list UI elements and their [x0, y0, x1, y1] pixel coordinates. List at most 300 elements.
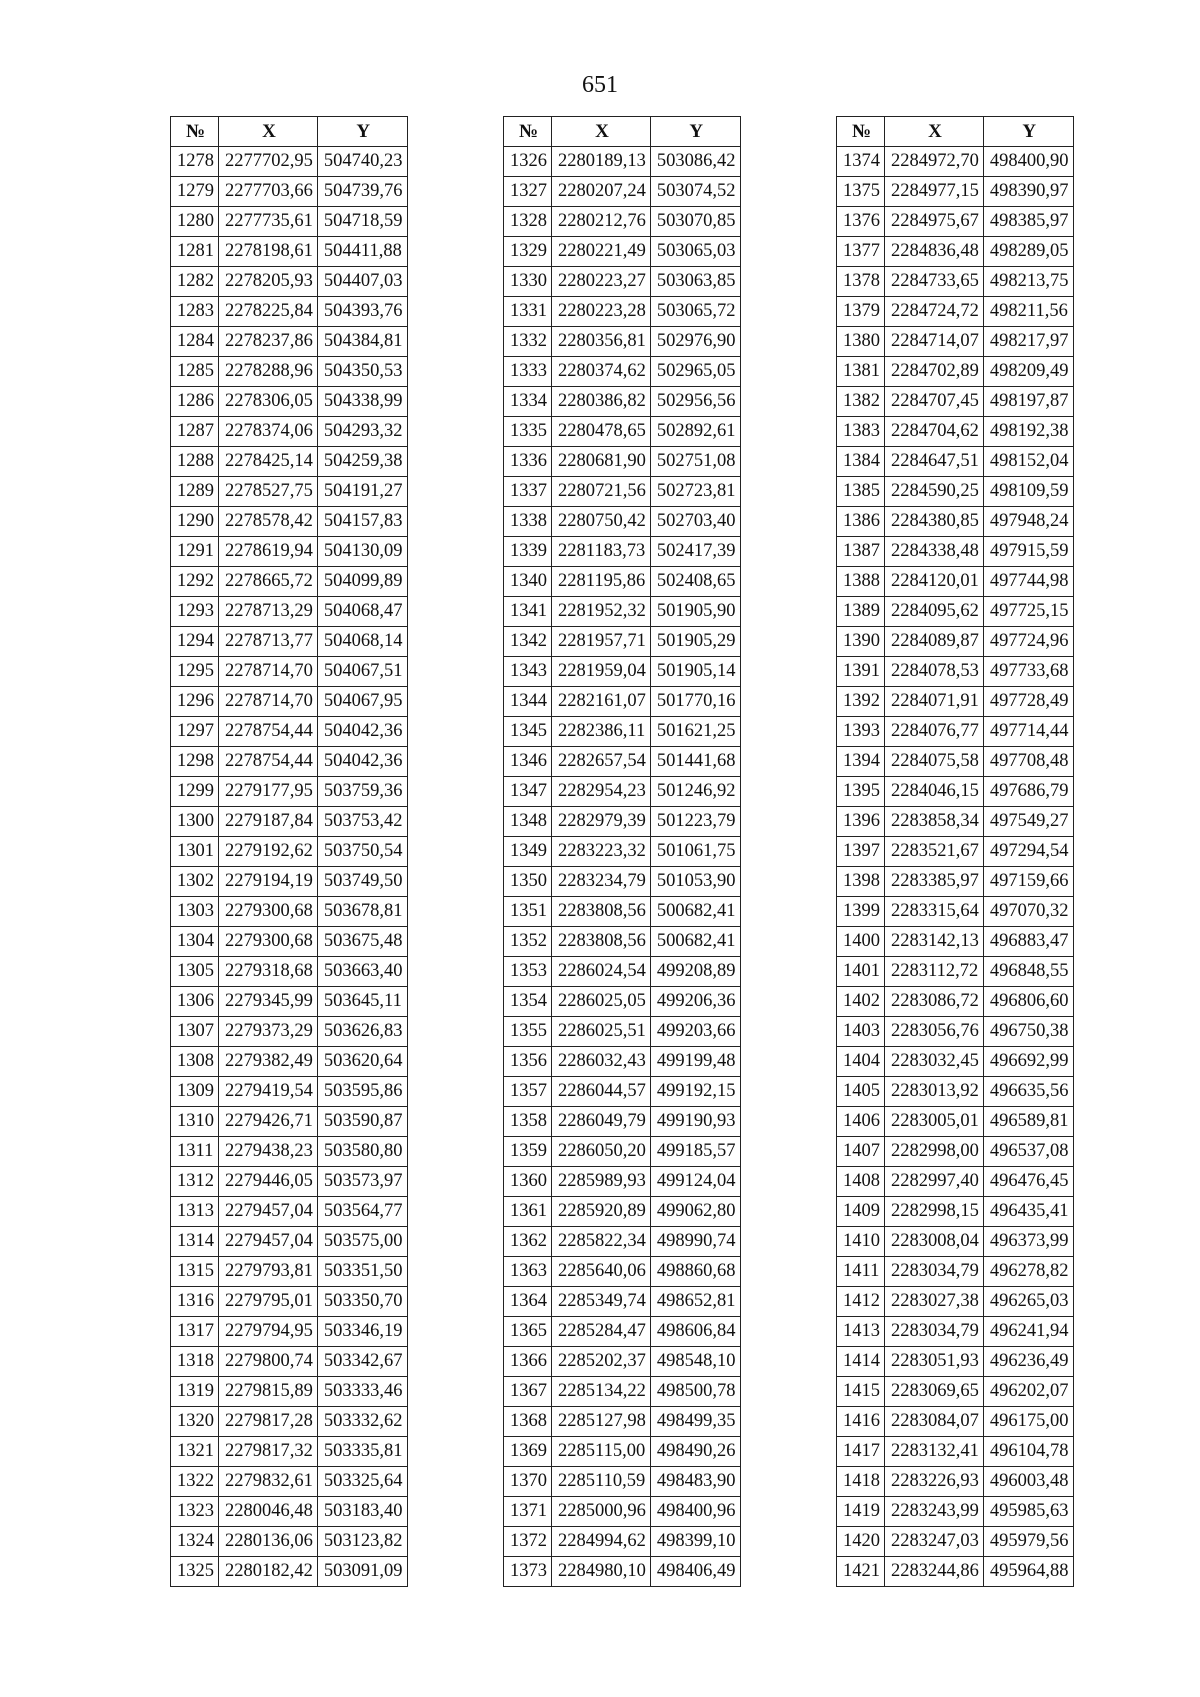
point-number-cell: 1319	[171, 1377, 219, 1407]
point-number-cell: 1335	[504, 417, 552, 447]
y-coordinate-cell: 503065,03	[650, 237, 740, 267]
point-number-cell: 1308	[171, 1047, 219, 1077]
point-number-cell: 1279	[171, 177, 219, 207]
y-coordinate-cell: 501905,90	[650, 597, 740, 627]
x-coordinate-cell: 2283808,56	[552, 897, 651, 927]
x-coordinate-cell: 2280356,81	[552, 327, 651, 357]
y-coordinate-cell: 504068,14	[317, 627, 407, 657]
y-coordinate-cell: 498385,97	[983, 207, 1073, 237]
x-coordinate-cell: 2280182,42	[219, 1557, 318, 1587]
y-coordinate-cell: 498606,84	[650, 1317, 740, 1347]
table-row	[171, 237, 408, 267]
y-coordinate-cell: 504042,36	[317, 717, 407, 747]
point-number-cell: 1363	[504, 1257, 552, 1287]
table-row	[171, 1077, 408, 1107]
x-coordinate-cell: 2279373,29	[219, 1017, 318, 1047]
table-row	[504, 1467, 741, 1497]
table-row	[837, 1047, 1074, 1077]
x-coordinate-cell: 2283226,93	[885, 1467, 984, 1497]
point-number-cell: 1309	[171, 1077, 219, 1107]
point-number-cell: 1395	[837, 777, 885, 807]
point-number-cell: 1310	[171, 1107, 219, 1137]
point-number-cell: 1304	[171, 927, 219, 957]
point-number-cell: 1299	[171, 777, 219, 807]
point-number-cell: 1313	[171, 1197, 219, 1227]
table-row	[171, 1377, 408, 1407]
table-row	[837, 537, 1074, 567]
x-coordinate-cell: 2283244,86	[885, 1557, 984, 1587]
x-coordinate-cell: 2281183,73	[552, 537, 651, 567]
y-coordinate-cell: 496848,55	[983, 957, 1073, 987]
x-coordinate-cell: 2282979,39	[552, 807, 651, 837]
point-number-cell: 1345	[504, 717, 552, 747]
x-coordinate-cell: 2284836,48	[885, 237, 984, 267]
table-row	[171, 777, 408, 807]
y-coordinate-cell: 499192,15	[650, 1077, 740, 1107]
table-row	[171, 837, 408, 867]
x-coordinate-cell: 2279194,19	[219, 867, 318, 897]
point-number-cell: 1347	[504, 777, 552, 807]
point-number-cell: 1402	[837, 987, 885, 1017]
y-coordinate-cell: 503351,50	[317, 1257, 407, 1287]
table-row	[171, 927, 408, 957]
point-number-cell: 1358	[504, 1107, 552, 1137]
x-coordinate-cell: 2278306,05	[219, 387, 318, 417]
x-coordinate-cell: 2284590,25	[885, 477, 984, 507]
y-coordinate-cell: 503575,00	[317, 1227, 407, 1257]
point-number-cell: 1369	[504, 1437, 552, 1467]
point-number-cell: 1367	[504, 1377, 552, 1407]
y-coordinate-cell: 498197,87	[983, 387, 1073, 417]
point-number-cell: 1312	[171, 1167, 219, 1197]
table-row	[171, 207, 408, 237]
y-coordinate-cell: 504718,59	[317, 207, 407, 237]
table-row	[837, 507, 1074, 537]
point-number-cell: 1329	[504, 237, 552, 267]
point-number-cell: 1401	[837, 957, 885, 987]
y-coordinate-cell: 497728,49	[983, 687, 1073, 717]
table-row	[504, 417, 741, 447]
table-row	[171, 1017, 408, 1047]
x-coordinate-cell: 2280207,24	[552, 177, 651, 207]
y-coordinate-cell: 496278,82	[983, 1257, 1073, 1287]
x-coordinate-cell: 2286024,54	[552, 957, 651, 987]
x-coordinate-cell: 2284046,15	[885, 777, 984, 807]
y-coordinate-cell: 495985,63	[983, 1497, 1073, 1527]
table-row	[504, 297, 741, 327]
table-row	[171, 897, 408, 927]
y-coordinate-cell: 498209,49	[983, 357, 1073, 387]
point-number-cell: 1351	[504, 897, 552, 927]
x-coordinate-cell: 2283086,72	[885, 987, 984, 1017]
table-row	[171, 1317, 408, 1347]
point-number-cell: 1386	[837, 507, 885, 537]
y-coordinate-cell: 498289,05	[983, 237, 1073, 267]
y-coordinate-cell: 496883,47	[983, 927, 1073, 957]
table-row	[504, 147, 741, 177]
x-coordinate-cell: 2285989,93	[552, 1167, 651, 1197]
table-row	[504, 207, 741, 237]
y-coordinate-cell: 500682,41	[650, 897, 740, 927]
table-row	[837, 957, 1074, 987]
table-row	[171, 597, 408, 627]
y-coordinate-cell: 498860,68	[650, 1257, 740, 1287]
x-coordinate-cell: 2284733,65	[885, 267, 984, 297]
y-coordinate-cell: 497948,24	[983, 507, 1073, 537]
point-number-cell: 1407	[837, 1137, 885, 1167]
point-number-cell: 1287	[171, 417, 219, 447]
table-row	[504, 357, 741, 387]
point-number-cell: 1403	[837, 1017, 885, 1047]
y-coordinate-cell: 502892,61	[650, 417, 740, 447]
point-number-cell: 1399	[837, 897, 885, 927]
x-coordinate-cell: 2278754,44	[219, 717, 318, 747]
point-number-cell: 1305	[171, 957, 219, 987]
point-number-cell: 1339	[504, 537, 552, 567]
point-number-cell: 1381	[837, 357, 885, 387]
point-number-cell: 1416	[837, 1407, 885, 1437]
point-number-cell: 1390	[837, 627, 885, 657]
point-number-cell: 1284	[171, 327, 219, 357]
table-row	[171, 1107, 408, 1137]
y-coordinate-cell: 503350,70	[317, 1287, 407, 1317]
y-coordinate-cell: 496435,41	[983, 1197, 1073, 1227]
y-coordinate-cell: 503086,42	[650, 147, 740, 177]
table-row	[837, 1347, 1074, 1377]
point-number-cell: 1340	[504, 567, 552, 597]
point-number-cell: 1285	[171, 357, 219, 387]
table-row	[837, 1557, 1074, 1587]
y-coordinate-cell: 503123,82	[317, 1527, 407, 1557]
y-coordinate-cell: 497724,96	[983, 627, 1073, 657]
y-coordinate-cell: 504350,53	[317, 357, 407, 387]
x-coordinate-cell: 2280750,42	[552, 507, 651, 537]
point-number-cell: 1338	[504, 507, 552, 537]
y-coordinate-cell: 502751,08	[650, 447, 740, 477]
point-number-cell: 1376	[837, 207, 885, 237]
table-row	[171, 957, 408, 987]
y-coordinate-cell: 503091,09	[317, 1557, 407, 1587]
table-row	[504, 1287, 741, 1317]
point-number-cell: 1393	[837, 717, 885, 747]
x-coordinate-cell: 2278619,94	[219, 537, 318, 567]
y-coordinate-cell: 502703,40	[650, 507, 740, 537]
point-number-cell: 1302	[171, 867, 219, 897]
table-row	[504, 747, 741, 777]
table-row	[171, 1497, 408, 1527]
y-coordinate-cell: 496806,60	[983, 987, 1073, 1017]
point-number-cell: 1353	[504, 957, 552, 987]
x-coordinate-cell: 2284071,91	[885, 687, 984, 717]
x-coordinate-cell: 2278713,77	[219, 627, 318, 657]
x-coordinate-cell: 2279832,61	[219, 1467, 318, 1497]
x-coordinate-cell: 2284704,62	[885, 417, 984, 447]
x-coordinate-cell: 2279192,62	[219, 837, 318, 867]
x-coordinate-cell: 2280386,82	[552, 387, 651, 417]
point-number-cell: 1419	[837, 1497, 885, 1527]
y-coordinate-cell: 497159,66	[983, 867, 1073, 897]
point-number-cell: 1323	[171, 1497, 219, 1527]
x-coordinate-cell: 2284724,72	[885, 297, 984, 327]
x-coordinate-cell: 2286032,43	[552, 1047, 651, 1077]
y-coordinate-cell: 498109,59	[983, 477, 1073, 507]
x-coordinate-cell: 2280212,76	[552, 207, 651, 237]
table-row	[837, 717, 1074, 747]
x-coordinate-cell: 2279793,81	[219, 1257, 318, 1287]
x-coordinate-cell: 2284380,85	[885, 507, 984, 537]
point-number-cell: 1294	[171, 627, 219, 657]
x-coordinate-cell: 2282161,07	[552, 687, 651, 717]
point-number-cell: 1350	[504, 867, 552, 897]
y-coordinate-cell: 498406,49	[650, 1557, 740, 1587]
x-coordinate-cell: 2282998,15	[885, 1197, 984, 1227]
point-number-cell: 1295	[171, 657, 219, 687]
x-coordinate-cell: 2279382,49	[219, 1047, 318, 1077]
y-coordinate-cell: 498483,90	[650, 1467, 740, 1497]
y-coordinate-cell: 503595,86	[317, 1077, 407, 1107]
point-number-cell: 1404	[837, 1047, 885, 1077]
table-row	[504, 987, 741, 1017]
point-number-cell: 1290	[171, 507, 219, 537]
y-coordinate-cell: 496241,94	[983, 1317, 1073, 1347]
y-coordinate-cell: 504130,09	[317, 537, 407, 567]
header-number: №	[504, 117, 552, 147]
point-number-cell: 1332	[504, 327, 552, 357]
y-coordinate-cell: 496175,00	[983, 1407, 1073, 1437]
y-coordinate-cell: 498152,04	[983, 447, 1073, 477]
y-coordinate-cell: 504068,47	[317, 597, 407, 627]
y-coordinate-cell: 502408,65	[650, 567, 740, 597]
point-number-cell: 1411	[837, 1257, 885, 1287]
point-number-cell: 1412	[837, 1287, 885, 1317]
y-coordinate-cell: 504740,23	[317, 147, 407, 177]
table-row	[171, 507, 408, 537]
y-coordinate-cell: 496692,99	[983, 1047, 1073, 1077]
table-row	[837, 657, 1074, 687]
point-number-cell: 1354	[504, 987, 552, 1017]
point-number-cell: 1385	[837, 477, 885, 507]
point-number-cell: 1413	[837, 1317, 885, 1347]
point-number-cell: 1286	[171, 387, 219, 417]
x-coordinate-cell: 2283032,45	[885, 1047, 984, 1077]
x-coordinate-cell: 2282657,54	[552, 747, 651, 777]
y-coordinate-cell: 498400,90	[983, 147, 1073, 177]
x-coordinate-cell: 2284972,70	[885, 147, 984, 177]
y-coordinate-cell: 503573,97	[317, 1167, 407, 1197]
table-row	[837, 327, 1074, 357]
y-coordinate-cell: 503590,87	[317, 1107, 407, 1137]
x-coordinate-cell: 2280478,65	[552, 417, 651, 447]
table-row	[504, 327, 741, 357]
y-coordinate-cell: 500682,41	[650, 927, 740, 957]
table-row	[171, 987, 408, 1017]
x-coordinate-cell: 2285920,89	[552, 1197, 651, 1227]
table-row	[171, 1407, 408, 1437]
table-row	[837, 1137, 1074, 1167]
table-row	[837, 747, 1074, 777]
table-row	[837, 1107, 1074, 1137]
header-number: №	[171, 117, 219, 147]
y-coordinate-cell: 498548,10	[650, 1347, 740, 1377]
x-coordinate-cell: 2283223,32	[552, 837, 651, 867]
table-header-row	[171, 117, 408, 147]
y-coordinate-cell: 503626,83	[317, 1017, 407, 1047]
x-coordinate-cell: 2285134,22	[552, 1377, 651, 1407]
point-number-cell: 1415	[837, 1377, 885, 1407]
table-row	[837, 387, 1074, 417]
y-coordinate-cell: 501905,14	[650, 657, 740, 687]
y-coordinate-cell: 498211,56	[983, 297, 1073, 327]
x-coordinate-cell: 2279300,68	[219, 927, 318, 957]
x-coordinate-cell: 2279815,89	[219, 1377, 318, 1407]
table-row	[837, 1527, 1074, 1557]
point-number-cell: 1331	[504, 297, 552, 327]
table-row	[171, 1287, 408, 1317]
table-row	[504, 1257, 741, 1287]
y-coordinate-cell: 498217,97	[983, 327, 1073, 357]
y-coordinate-cell: 496635,56	[983, 1077, 1073, 1107]
x-coordinate-cell: 2284975,67	[885, 207, 984, 237]
table-row	[837, 807, 1074, 837]
x-coordinate-cell: 2277703,66	[219, 177, 318, 207]
x-coordinate-cell: 2286050,20	[552, 1137, 651, 1167]
point-number-cell: 1372	[504, 1527, 552, 1557]
point-number-cell: 1421	[837, 1557, 885, 1587]
x-coordinate-cell: 2280221,49	[552, 237, 651, 267]
point-number-cell: 1293	[171, 597, 219, 627]
table-row	[504, 267, 741, 297]
x-coordinate-cell: 2283142,13	[885, 927, 984, 957]
point-number-cell: 1306	[171, 987, 219, 1017]
table-row	[837, 597, 1074, 627]
coordinate-table-3	[836, 116, 1074, 1587]
x-coordinate-cell: 2280681,90	[552, 447, 651, 477]
x-coordinate-cell: 2278425,14	[219, 447, 318, 477]
y-coordinate-cell: 499062,80	[650, 1197, 740, 1227]
table-row	[171, 177, 408, 207]
x-coordinate-cell: 2286049,79	[552, 1107, 651, 1137]
y-coordinate-cell: 503332,62	[317, 1407, 407, 1437]
table-row	[504, 447, 741, 477]
table-row	[837, 1467, 1074, 1497]
table-row	[171, 567, 408, 597]
y-coordinate-cell: 499203,66	[650, 1017, 740, 1047]
x-coordinate-cell: 2284702,89	[885, 357, 984, 387]
table-row	[837, 897, 1074, 927]
point-number-cell: 1420	[837, 1527, 885, 1557]
x-coordinate-cell: 2283008,04	[885, 1227, 984, 1257]
x-coordinate-cell: 2283858,34	[885, 807, 984, 837]
y-coordinate-cell: 504157,83	[317, 507, 407, 537]
point-number-cell: 1349	[504, 837, 552, 867]
x-coordinate-cell: 2286044,57	[552, 1077, 651, 1107]
point-number-cell: 1326	[504, 147, 552, 177]
table-row	[837, 1407, 1074, 1437]
point-number-cell: 1405	[837, 1077, 885, 1107]
y-coordinate-cell: 502417,39	[650, 537, 740, 567]
table-row	[837, 297, 1074, 327]
point-number-cell: 1318	[171, 1347, 219, 1377]
point-number-cell: 1330	[504, 267, 552, 297]
point-number-cell: 1283	[171, 297, 219, 327]
table-row	[171, 1137, 408, 1167]
point-number-cell: 1325	[171, 1557, 219, 1587]
x-coordinate-cell: 2283112,72	[885, 957, 984, 987]
point-number-cell: 1396	[837, 807, 885, 837]
y-coordinate-cell: 501621,25	[650, 717, 740, 747]
table-row	[504, 807, 741, 837]
y-coordinate-cell: 496003,48	[983, 1467, 1073, 1497]
y-coordinate-cell: 498499,35	[650, 1407, 740, 1437]
x-coordinate-cell: 2283084,07	[885, 1407, 984, 1437]
point-number-cell: 1397	[837, 837, 885, 867]
table-row	[837, 1287, 1074, 1317]
point-number-cell: 1311	[171, 1137, 219, 1167]
point-number-cell: 1341	[504, 597, 552, 627]
y-coordinate-cell: 499185,57	[650, 1137, 740, 1167]
point-number-cell: 1392	[837, 687, 885, 717]
table-row	[171, 1347, 408, 1377]
table-row	[837, 1017, 1074, 1047]
table-row	[504, 537, 741, 567]
point-number-cell: 1344	[504, 687, 552, 717]
y-coordinate-cell: 503675,48	[317, 927, 407, 957]
x-coordinate-cell: 2283013,92	[885, 1077, 984, 1107]
y-coordinate-cell: 504393,76	[317, 297, 407, 327]
table-row	[504, 1347, 741, 1377]
y-coordinate-cell: 498990,74	[650, 1227, 740, 1257]
y-coordinate-cell: 495964,88	[983, 1557, 1073, 1587]
point-number-cell: 1291	[171, 537, 219, 567]
x-coordinate-cell: 2286025,51	[552, 1017, 651, 1047]
x-coordinate-cell: 2285110,59	[552, 1467, 651, 1497]
y-coordinate-cell: 498213,75	[983, 267, 1073, 297]
y-coordinate-cell: 495979,56	[983, 1527, 1073, 1557]
point-number-cell: 1364	[504, 1287, 552, 1317]
table-row	[171, 297, 408, 327]
table-row	[504, 1077, 741, 1107]
y-coordinate-cell: 503620,64	[317, 1047, 407, 1077]
y-coordinate-cell: 496750,38	[983, 1017, 1073, 1047]
x-coordinate-cell: 2279187,84	[219, 807, 318, 837]
x-coordinate-cell: 2278578,42	[219, 507, 318, 537]
table-row	[171, 357, 408, 387]
x-coordinate-cell: 2283034,79	[885, 1317, 984, 1347]
x-coordinate-cell: 2283005,01	[885, 1107, 984, 1137]
x-coordinate-cell: 2278225,84	[219, 297, 318, 327]
point-number-cell: 1357	[504, 1077, 552, 1107]
table-row	[504, 687, 741, 717]
point-number-cell: 1374	[837, 147, 885, 177]
point-number-cell: 1327	[504, 177, 552, 207]
y-coordinate-cell: 496265,03	[983, 1287, 1073, 1317]
y-coordinate-cell: 497725,15	[983, 597, 1073, 627]
table-row	[837, 837, 1074, 867]
y-coordinate-cell: 503063,85	[650, 267, 740, 297]
x-coordinate-cell: 2279426,71	[219, 1107, 318, 1137]
y-coordinate-cell: 503580,80	[317, 1137, 407, 1167]
point-number-cell: 1334	[504, 387, 552, 417]
x-coordinate-cell: 2286025,05	[552, 987, 651, 1017]
y-coordinate-cell: 501061,75	[650, 837, 740, 867]
table-row	[504, 1437, 741, 1467]
x-coordinate-cell: 2283234,79	[552, 867, 651, 897]
table-row	[837, 1317, 1074, 1347]
x-coordinate-cell: 2283315,64	[885, 897, 984, 927]
table-row	[171, 807, 408, 837]
table-row	[837, 177, 1074, 207]
x-coordinate-cell: 2282998,00	[885, 1137, 984, 1167]
